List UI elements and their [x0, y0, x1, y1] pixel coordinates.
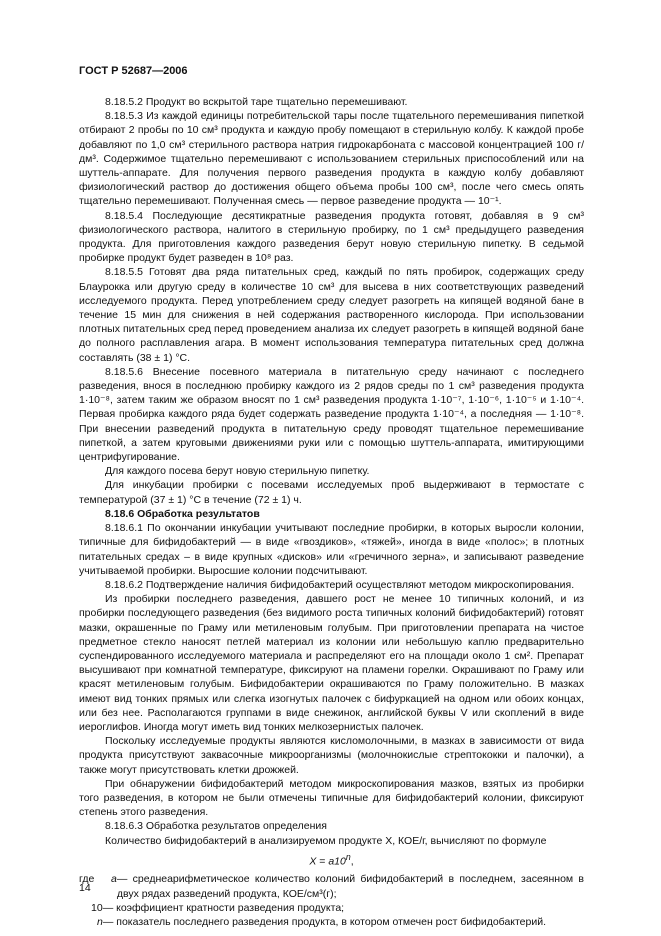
legend-row-n: [79, 915, 584, 929]
legend-where: где: [79, 873, 95, 886]
paragraph-8-18-6-2: 8.18.6.2 Подтверждение наличия бифидобактерий осуществляют методом микроскопирования.: [105, 578, 575, 591]
paragraph-formula-intro: Количество бифидобактерий в анализируемом продукте X, КОЕ/г, вычисляют по формуле: [105, 834, 547, 847]
paragraph-incubation: Для инкубации пробирки с посевами исследуемых проб выдерживают в термостате с температурой (37 ± 1) °С в течение (72 ± 1) ч.: [79, 479, 584, 506]
paragraph-8-18-5-5: 8.18.5.5 Готовят два ряда питательных сред, каждый по пять пробирок, содержащих среду Блаурокка или другую среду в количестве 10 см³ для высева в них соответствующих разведений исследуемого продукта. Перед употреблением среду следует разогреть на кипящей водяной бане в течение 15 мин для снижения в ней содержания растворенного кислорода. При использовании плотных питательных сред перед проведением анализа их следует разогреть в кипящей водяной бане до полного расплавления агара. В момент использования температура питательных сред должна составлять (38 ± 1) °С.: [79, 266, 584, 364]
formula-lhs: X: [309, 855, 317, 868]
paragraph-8-18-6-1: 8.18.6.1 По окончании инкубации учитывают последние пробирки, в которых выросли колонии, типичные для бифидобактерий — в виде «гвоздиков», «тяжей», иногда в виде «полос»; в плотных питательных средах – в виде крупных «дисков» или «гречичного зерна», и записывают разведение учитываемой пробирки. Выросшие колонии подсчитывают.: [79, 522, 584, 577]
document-body: [79, 95, 584, 929]
legend-def-10: — коэффициент кратности разведения продукта;: [102, 901, 345, 914]
legend-row-10: [79, 901, 584, 915]
paragraph-8-18-5-4: 8.18.5.4 Последующие десятикратные разведения продукта готовят, добавляя в 9 см³ физиологического раствора, налитого в стерильную пробирку, по 1 см³ предыдущего разведения продукта. Для приготовления каждого разведения берут новую стерильную пипетку. В седьмой пробирке продукт будет разведен в 10⁸ раз.: [79, 209, 584, 265]
legend-def-a: — среднеарифметическое количество колоний бифидобактерий в последнем, засеянном в двух рядах разведений продукта, КОЕ/см³(г);: [116, 873, 584, 900]
paragraph-microscopy-detection: При обнаружении бифидобактерий методом микроскопирования мазков, взятых из пробирки того разведения, в котором не были отмечены типичные для бифидобактерий колонии, фиксируют степень этого разведения.: [79, 777, 584, 819]
formula-legend: [79, 872, 584, 929]
formula-rhs: a10: [328, 855, 346, 868]
page-number: 14: [79, 882, 91, 894]
paragraph-8-18-6-3: 8.18.6.3 Обработка результатов определения: [105, 820, 327, 833]
paragraph-fermented-products: Поскольку исследуемые продукты являются кисломолочными, в мазках в зависимости от вида продукта присутствуют заквасочные микроорганизмы (молочнокислые стрептококки и палочки), а также могут присутствовать клетки дрожжей.: [79, 735, 584, 776]
standard-header: ГОСТ Р 52687—2006: [79, 65, 188, 77]
legend-term-a: a: [111, 873, 117, 886]
formula-exponent: n: [345, 851, 351, 862]
paragraph-smears: Из пробирки последнего разведения, давшего рост не менее 10 типичных колоний, и из пробирки последующего разведения (без видимого роста типичных колоний бифидобактерий) готовят мазки, окрашенные по Граму или метиленовым голубым. При приготовлении препарата на чистое предметное стекло наносят петлей материал из колонии или небольшую каплю предварительно суспендированного исследуемого материала и распределяют его на площади около 1 см². Препарат высушивают при комнатной температуре, фиксируют на пламени горелки. Окрашивают по Граму или красят метиленовым голубым. Бифидобактерии окрашиваются по Граму положительно. В мазках имеют вид тонких прямых или слегка изогнутых палочек с бифуркацией на одном или обоих концах, или без нее. Располагаются группами в виде снежинок, английской буквы V или скоплений в виде иероглифов. Иногда могут иметь вид тонких мелкозернистых палочек.: [79, 593, 584, 733]
paragraph-8-18-5-2: 8.18.5.2 Продукт во вскрытой таре тщательно перемешивают.: [105, 96, 408, 108]
legend-term-n: n: [97, 916, 103, 929]
paragraph-8-18-5-6: 8.18.5.6 Внесение посевного материала в питательную среду начинают с последнего разведения, внося в последнюю пробирку каждого из 2 рядов среды по 1 см³ разведения продукта 1·10⁻⁸, затем таким же образом вносят по 1 см³ разведения продукта 1·10⁻⁷, 1·10⁻⁶, 1·10⁻⁵ и 1·10⁻⁴. Первая пробирка каждого ряда будет содержать разведение продукта 1·10⁻⁴, а последняя — 1·10⁻⁸. При внесении разведений продукта в питательную среду проводят тщательное перемешивание пипеткой, а затем круговыми движениями руки или с помощью шуттель-аппарата, имитирующими центрифугирование.: [79, 365, 584, 464]
formula-equals: =: [316, 855, 329, 868]
paragraph-new-pipette: Для каждого посева берут новую стерильную пипетку.: [105, 465, 370, 478]
paragraph-8-18-5-3: 8.18.5.3 Из каждой единицы потребительской тары после тщательного перемешивания пипеткой отбирают 2 пробы по 10 см³ продукта и каждую пробу помещают в стерильную колбу. К каждой пробе добавляют по 1,0 см³ стерильного раствора натрия гидрокарбоната с массовой концентрацией 100 г/дм³. Содержимое тщательно перемешивают с использованием стерильных приспособлений или на шуттель-аппарате. Для получения первого разведения продукта в каждую колбу добавляют физиологический раствор до достижения общего объема пробы 100 см³, после чего смесь опять тщательно перемешивают. Полученная смесь — первое разведение продукта — 10⁻¹.: [79, 110, 584, 208]
section-heading-8-18-6: 8.18.6 Обработка результатов: [105, 507, 260, 520]
legend-def-n: — показатель последнего разведения продукта, в котором отмечен рост бифидобактерий.: [102, 916, 547, 929]
formula: [79, 850, 584, 869]
legend-row-a: [79, 872, 584, 900]
formula-tail: ,: [350, 855, 354, 868]
legend-term-10: 10: [91, 901, 103, 914]
